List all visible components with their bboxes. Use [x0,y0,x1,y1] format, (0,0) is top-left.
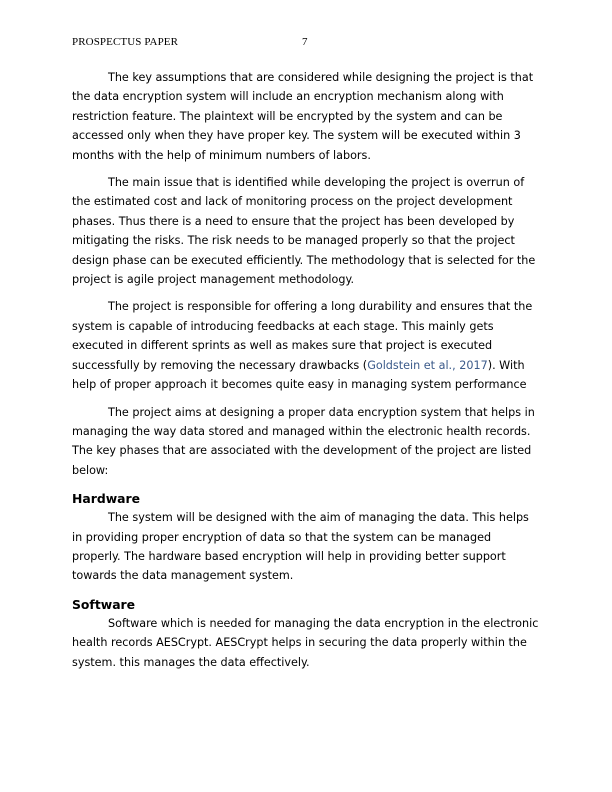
document-body [72,68,542,680]
paragraph-main-issue: The main issue that is identified while developing the project is overrun of the estimated cost and lack of monitoring process on the project development phases. Thus there is a need to ensure that the project has been developed by mitigating the risks. The risk needs to be managed properly so that the project design phase can be executed efficiently. The methodology that is selected for the project is agile project management methodology. [72,176,536,287]
page-header [72,36,540,52]
paragraph-durability [72,297,542,394]
paragraph-durability-text-a: The project is responsible for offering a long durability and ensures that the system is capable of introducing feedbacks at each stage. This mainly gets executed in different sprints as well as makes sure that project is executed successfully by removing the necessary drawbacks ( [72,300,533,372]
paragraph-software: Software which is needed for managing the data encryption in the electronic health records AESCrypt. AESCrypt helps in securing the data properly within the system. this manages the data effectively. [72,616,539,669]
heading-hardware: Hardware [72,491,141,507]
page-number: 7 [302,36,308,48]
paragraph-hardware: The system will be designed with the aim of managing the data. This helps in providing proper encryption of data so that the system can be managed properly. The hardware based encryption will help in providing better support towards the data management system. [72,511,529,583]
running-head: PROSPECTUS PAPER [72,36,179,48]
heading-software: Software [72,596,136,612]
paragraph-assumptions: The key assumptions that are considered while designing the project is that the data encryption system will include an encryption mechanism along with restriction feature. The plaintext will be encrypted by the system and can be accessed only when they have proper key. The system will be executed within 3 months with the help of minimum numbers of labors. [72,71,534,162]
paragraph-project-aims: The project aims at designing a proper data encryption system that helps in managing the way data stored and managed within the electronic health records. The key phases that are associated with the development of the project are listed below: [72,405,535,477]
paragraph-durability-text-b: ). With help of proper approach it becomes quite easy in managing system performance [72,358,527,392]
citation-link[interactable]: Goldstein et al., 2017 [367,358,488,372]
